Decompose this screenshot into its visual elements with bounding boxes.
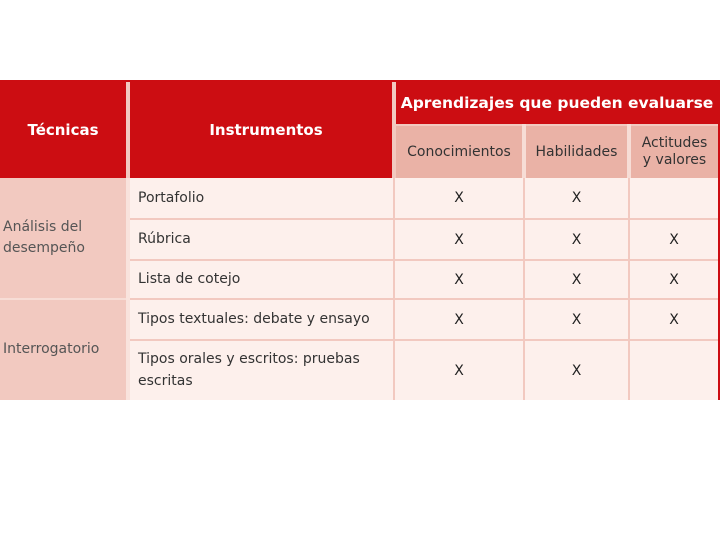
mark-rubrica-conocimientos: X: [394, 219, 524, 260]
mark-orales-actitudes: [629, 340, 718, 400]
mark-lista-conocimientos: X: [394, 260, 524, 299]
mark-portafolio-actitudes: [629, 178, 718, 219]
mark-textuales-habilidades: X: [524, 299, 629, 340]
mark-rubrica-actitudes: X: [629, 219, 718, 260]
mark-orales-conocimientos: X: [394, 340, 524, 400]
mark-lista-actitudes: X: [629, 260, 718, 299]
instrument-tipos-orales-line1: Tipos orales y escritos: pruebas: [138, 351, 360, 368]
mark-rubrica-habilidades: X: [524, 219, 629, 260]
header-actitudes-line1: Actitudes: [641, 135, 708, 152]
instrument-rubrica: Rúbrica: [128, 219, 394, 260]
mark-textuales-conocimientos: X: [394, 299, 524, 340]
mark-portafolio-conocimientos: X: [394, 178, 524, 219]
mark-orales-habilidades: X: [524, 340, 629, 400]
header-instrumentos: Instrumentos: [128, 82, 394, 178]
technique-interrogatorio: Interrogatorio: [0, 299, 128, 400]
instrument-portafolio: Portafolio: [128, 178, 394, 219]
evaluation-table: [0, 80, 720, 400]
technique-analisis-line1: Análisis del: [3, 218, 83, 235]
instrument-tipos-orales: [128, 340, 394, 400]
header-aprendizajes: Aprendizajes que pueden evaluarse: [394, 82, 718, 125]
technique-analisis: [0, 178, 128, 299]
technique-analisis-line2: desempeño: [3, 240, 85, 257]
instrument-lista-cotejo: Lista de cotejo: [128, 260, 394, 299]
evaluation-grid: [0, 82, 718, 400]
instrument-tipos-orales-line2: escritas: [138, 372, 193, 389]
mark-lista-habilidades: X: [524, 260, 629, 299]
header-habilidades: Habilidades: [524, 125, 629, 178]
mark-textuales-actitudes: X: [629, 299, 718, 340]
header-conocimientos: Conocimientos: [394, 125, 524, 178]
header-actitudes-line2: y valores: [642, 152, 707, 169]
header-actitudes: [629, 125, 718, 178]
instrument-tipos-textuales: Tipos textuales: debate y ensayo: [128, 299, 394, 340]
header-tecnicas: Técnicas: [0, 82, 128, 178]
mark-portafolio-habilidades: X: [524, 178, 629, 219]
